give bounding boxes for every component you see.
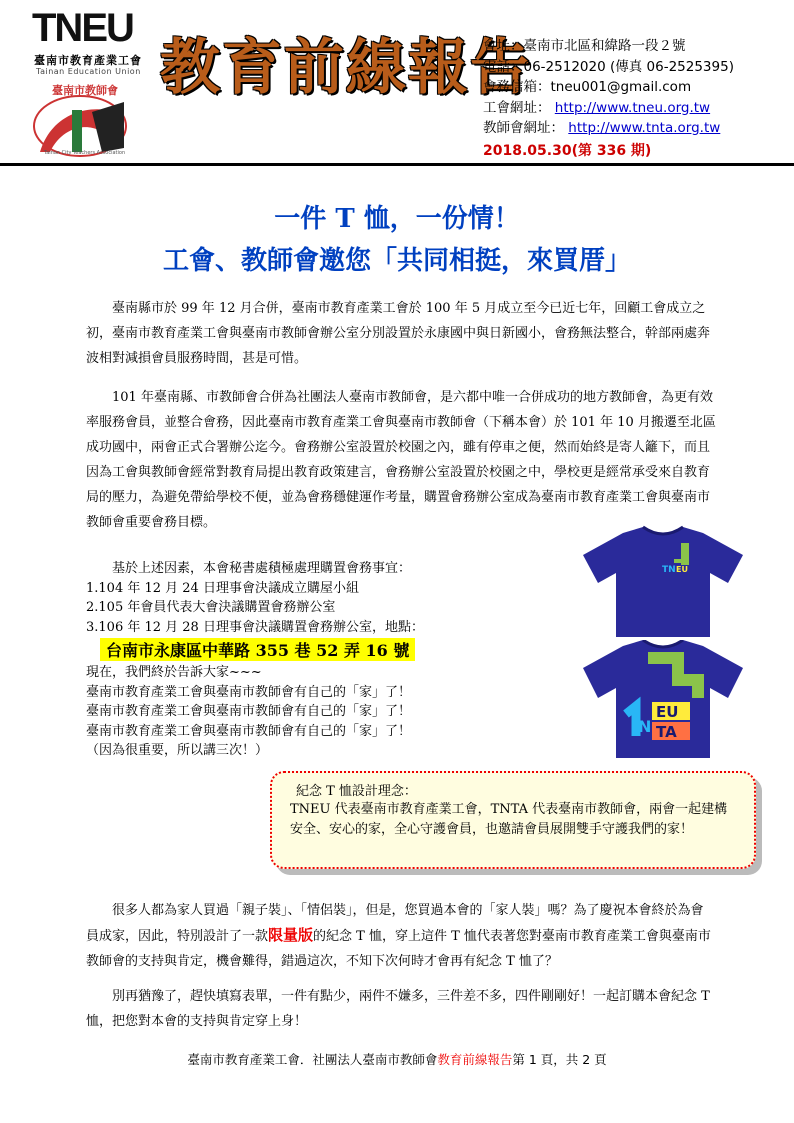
list-item: 1.104 年 12 月 24 日理事會決議成立購屋小組	[86, 580, 359, 596]
assoc-name-cn: 臺南市教師會	[52, 84, 118, 97]
page-footer	[0, 1050, 794, 1068]
masthead-title: 教育前線報告	[160, 33, 532, 103]
union-name-en: Tainan Education Union	[36, 67, 141, 76]
tshirt-icon	[578, 525, 748, 640]
tshirt-image-1	[578, 525, 748, 640]
issue-number: 2018.05.30(第 336 期)	[483, 143, 652, 159]
assoc-site-label: 教師會網址：	[483, 120, 564, 136]
footer-highlight: 教育前線報告	[437, 1052, 513, 1067]
union-site-link[interactable]: http://www.tneu.org.tw	[554, 99, 711, 116]
headline-line1: 一件 T 恤，一份情！	[274, 204, 520, 234]
list-item: 3.106 年 12 月 28 日理事會決議購置會務辦公室，地點：	[86, 619, 424, 635]
concept-title: 紀念 T 恤設計理念：	[296, 784, 417, 799]
contact-address: 會址：臺南市北區和緯路一段２號	[483, 38, 686, 54]
contact-assoc-site	[483, 118, 734, 139]
contact-email: 會務信箱：tneu001@gmail.com	[483, 79, 692, 95]
concept-body: TNEU 代表臺南市教育產業工會，TNTA 代表臺南市教師會，兩會一起建構安全、安心的家，全心守護會員，也邀請會員展開雙手守護我們的家！	[290, 802, 728, 837]
tshirt-image-2	[578, 640, 748, 760]
contact-block	[483, 36, 734, 139]
logo-tneu-text: TNEU	[32, 6, 133, 50]
announce-line: 臺南市教育產業工會與臺南市教師會有自己的「家」了！	[86, 704, 412, 719]
para3-text-a: 很多人都為家人買過「親子裝」、「情侶裝」，但是，您買過本會的「家人裝」嗎？為了慶祝本會終於為會員成家，因此，特別設計了一款	[86, 903, 704, 944]
union-site-label: 工會網址：	[483, 99, 551, 116]
assoc-name-en: Tainan City Teachers Association	[44, 150, 126, 156]
header-divider	[0, 163, 794, 166]
svg-text:N: N	[638, 717, 652, 736]
footer-page-info: 第 1 頁，共 2 頁	[512, 1052, 607, 1067]
paragraph-4: 別再猶豫了，趕快填寫表單，一件有點少，兩件不嫌多，三件差不多，四件剛剛好！一起訂購本會紀念 T 恤，把您對本會的支持與肯定穿上身！	[86, 989, 710, 1029]
purchase-list	[86, 559, 424, 637]
announce-line: 臺南市教育產業工會與臺南市教師會有自己的「家」了！	[86, 723, 412, 739]
shirt-small-text: TN	[662, 565, 676, 575]
announcement	[86, 663, 411, 761]
announce-line: 臺南市教育產業工會與臺南市教師會有自己的「家」了！	[86, 684, 412, 700]
tshirt-icon	[578, 640, 748, 760]
announce-line: （因為很重要，所以講三次！）	[86, 743, 269, 758]
limited-edition-label: 限量版	[268, 926, 314, 944]
headline-line2: 工會、教師會邀您「共同相挺，來買厝」	[162, 246, 631, 276]
paragraph-2: 101 年臺南縣、市教師會合併為社團法人臺南市教師會，是六都中唯一合併成功的地方教師會，為更有效率服務會員，並整合會務，因此臺南市教育產業工會與臺南市教師會（下稱本會）於 101 年 10 月搬遷至北區成功國中，兩會正式合署辦公迄今。會務辦公室設置於校園之內，雖有停車之便，然而始終是寄人籬下，而且因為工會與教師會經常對教育局提出教育政策建言，會務辦公室設置於校園之中，學校更是經常承受來自教育局的壓力，為避免帶給學校不便，並為會務穩健運作考量，購置會務辦公室成為臺南市教育產業工會與臺南市教師會重要會務目標。	[86, 390, 716, 530]
office-address-highlight: 台南市永康區中華路 355 巷 52 弄 16 號	[100, 638, 415, 661]
para3-text-b: 的紀念 T 恤，穿上這件 T 恤代表著您對臺南市教育產業工會與臺南市教師會的支持與肯定，機會難得，錯過這次，不知下次何時才會再有紀念 T 恤了？	[86, 929, 711, 969]
assoc-site-link[interactable]: http://www.tnta.org.tw	[568, 120, 721, 136]
list-intro: 基於上述因素，本會秘書處積極處理購置會務事宜：	[112, 561, 412, 576]
announce-line: 現在，我們終於告訴大家~~~	[86, 665, 262, 680]
list-item: 2.105 年會員代表大會決議購置會務辦公室	[86, 600, 336, 615]
svg-text:TA: TA	[656, 723, 677, 741]
contact-phone: 電話：06-2512020 (傳真 06-2525395)	[483, 58, 734, 75]
union-name-cn: 臺南市教育產業工會	[34, 54, 142, 67]
footer-prefix: 臺南市教育產業工會．社團法人臺南市教師會	[187, 1052, 438, 1067]
svg-text:EU: EU	[656, 703, 679, 721]
paragraph-3	[86, 898, 716, 974]
contact-union-site	[483, 98, 734, 119]
svg-text:EU: EU	[676, 565, 688, 574]
paragraph-1: 臺南縣市於 99 年 12 月合併，臺南市教育產業工會於 100 年 5 月成立至今已近七年，回顧工會成立之初，臺南市教育產業工會與臺南市教師會辦公室分別設置於永康國中與日新國小，會務無法整合，幹部兩處奔波相對減損會員服務時間，甚是可惜。	[86, 301, 711, 366]
